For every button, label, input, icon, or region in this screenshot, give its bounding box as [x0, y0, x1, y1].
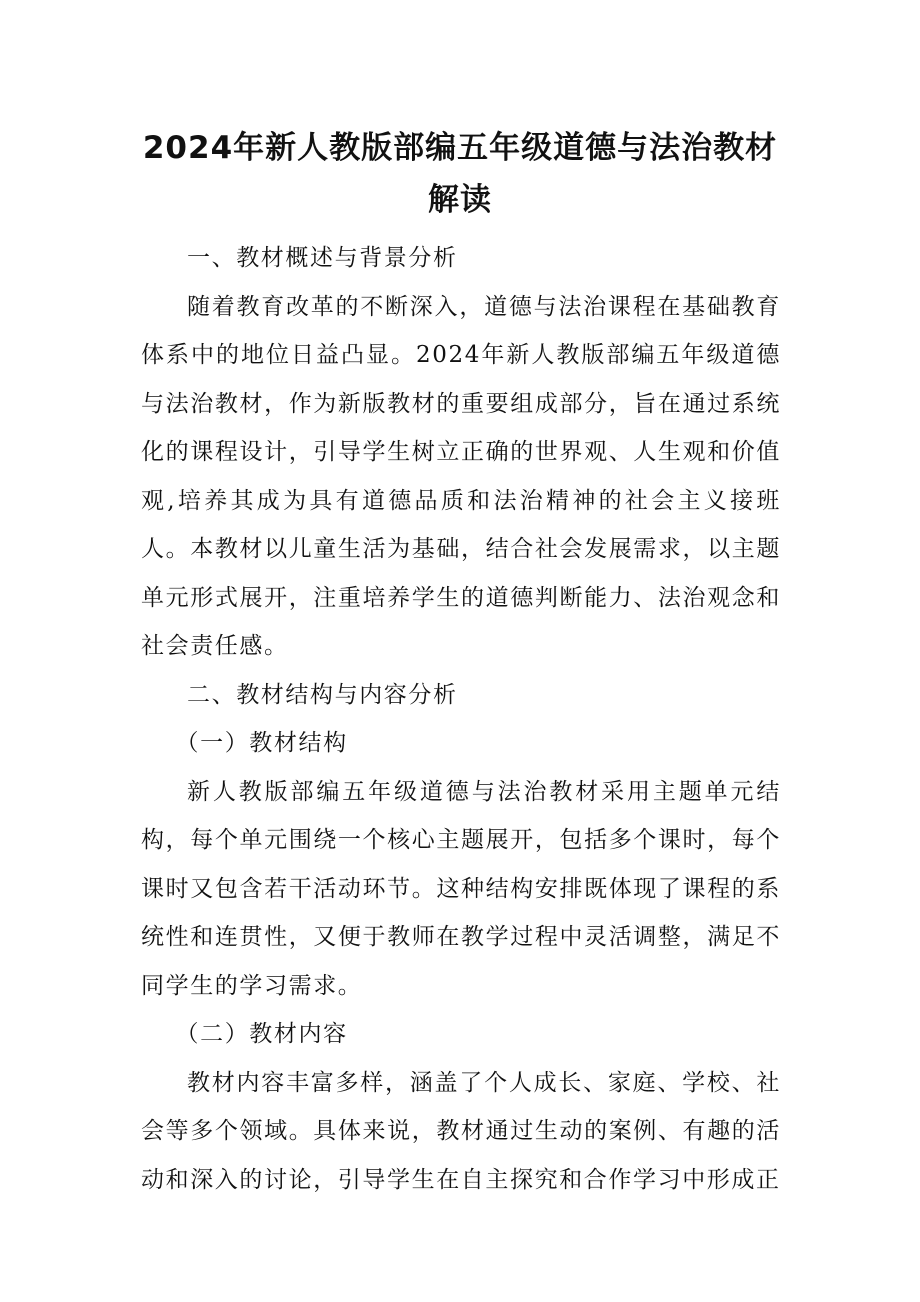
paragraph-structure: 新人教版部编五年级道德与法治教材采用主题单元结构，每个单元围绕一个核心主题展开，包括多个课时，每个课时又包含若干活动环节。这种结构安排既体现了课程的系统性和连贯性，又便于教师在教学过程中灵活调整，满足不同学生的学习需求。	[141, 778, 781, 999]
subheading-structure: （一）教材结构	[175, 730, 348, 756]
document-title: 2024年新人教版部编五年级道德与法治教材解读	[142, 130, 778, 218]
section-heading-overview: 一、教材概述与背景分析	[187, 245, 458, 271]
section-heading-structure-content: 二、教材结构与内容分析	[187, 681, 458, 708]
subheading-content: （二）教材内容	[175, 1021, 348, 1047]
document-body	[141, 234, 781, 1204]
paragraph-overview: 随着教育改革的不断深入，道德与法治课程在基础教育体系中的地位日益凸显。2024年新人教版部编五年级道德与法治教材，作为新版教材的重要组成部分，旨在通过系统化的课程设计，引导学生树立正确的世界观、人生观和价值观,培养其成为具有道德品质和法治精神的社会主义接班人。本教材以儿童生活为基础，结合社会发展需求，以主题单元形式展开，注重培养学生的道德判断能力、法治观念和社会责任感。	[141, 293, 781, 659]
paragraph-content: 教材内容丰富多样，涵盖了个人成长、家庭、学校、社会等多个领域。具体来说，教材通过生动的案例、有趣的活动和深入的讨论，引导学生在自主探究和合作学习中形成正	[141, 1069, 781, 1193]
